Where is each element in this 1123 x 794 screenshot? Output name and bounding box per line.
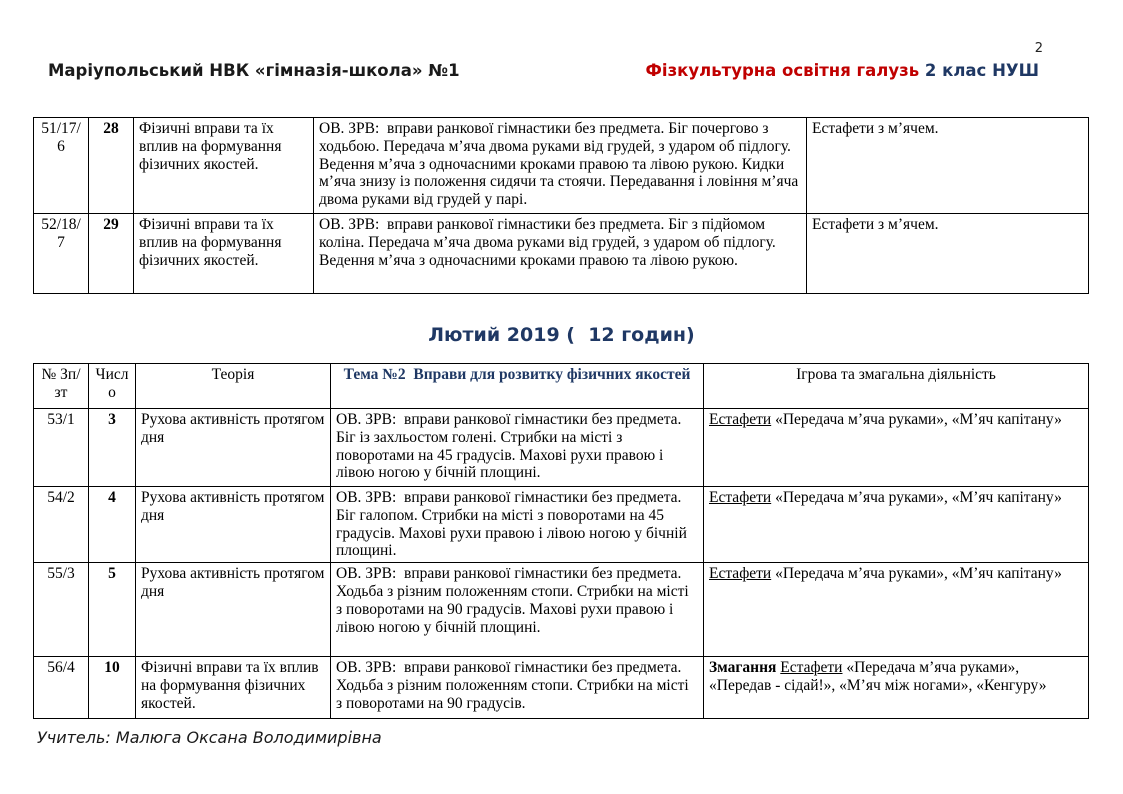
lesson-number-cell: 55/3	[34, 563, 89, 657]
table-row	[34, 563, 1089, 657]
content-cell: ОВ. ЗРВ: вправи ранкової гімнастики без предмета. Ходьба з різним положенням стопи. Стрибки на місті з поворотами на 90 градусів. Махові рухи правою і лівою ногою у бічній площині.	[331, 563, 704, 657]
page-number: 2	[1034, 41, 1043, 56]
games-relay-label: Естафети	[709, 411, 772, 428]
header-topic: Тема №2 Вправи для розвитку фізичних якостей	[331, 364, 704, 409]
date-cell: 4	[89, 487, 136, 563]
subject-label: Фізкультурна освітня галузь	[645, 61, 920, 80]
content-cell: ОВ. ЗРВ: вправи ранкової гімнастики без предмета. Біг із захльостом голені. Стрибки на місті з поворотами на 45 градусів. Махові рухи правою і лівою ногою у бічній площині.	[331, 409, 704, 487]
games-cell: Естафети з м’ячем.	[807, 214, 1089, 294]
content-cell: ОВ. ЗРВ: вправи ранкової гімнастики без предмета. Біг галопом. Стрибки на місті з поворотами на 45 градусів. Махові рухи правою і лівою ногою у бічній площині.	[331, 487, 704, 563]
content-cell: ОВ. ЗРВ: вправи ранкової гімнастики без предмета. Біг з підйомом коліна. Передача м’яча двома руками від грудей, з ударом об підлогу. Ведення м’яча з одночасними кроками правою та лівою рукою.	[314, 214, 807, 294]
date-cell: 29	[89, 214, 134, 294]
table-header-row	[34, 364, 1089, 409]
header-games: Ігрова та змагальна діяльність	[704, 364, 1089, 409]
games-relay-label: Естафети	[780, 659, 843, 677]
games-detail: «Передача м’яча руками», «М’яч капітану»	[771, 489, 1062, 506]
table-row	[34, 409, 1089, 487]
document-subject	[646, 61, 1039, 80]
games-cell	[704, 487, 1089, 563]
games-detail: «Передача м’яча руками», «М’яч капітану»	[771, 411, 1062, 428]
games-detail: «Передача м’яча руками», «М’яч капітану»	[771, 565, 1062, 583]
section-title: Лютий 2019 ( 12 годин)	[428, 324, 695, 346]
games-relay-label: Естафети	[709, 489, 772, 506]
lesson-table-february	[33, 363, 1089, 719]
header-lesson-number: № Зп/зт	[34, 364, 89, 409]
games-detail: «Передача м’яча руками», «Передав - сідай!», «М’яч між ногами», «Кенгуру»	[709, 659, 1047, 695]
teacher-signature: Учитель: Малюга Оксана Володимирівна	[37, 728, 382, 747]
lesson-table-january	[33, 117, 1089, 294]
theory-cell: Рухова активність протягом дня	[136, 563, 331, 657]
games-relay-label: Естафети	[709, 565, 772, 583]
lesson-number-cell: 54/2	[34, 487, 89, 563]
games-cell	[704, 409, 1089, 487]
grade-label: 2 клас НУШ	[919, 61, 1039, 80]
content-cell: ОВ. ЗРВ: вправи ранкової гімнастики без предмета. Ходьба з різним положенням стопи. Стрибки на місті з поворотами на 90 градусів.	[331, 657, 704, 719]
date-cell: 3	[89, 409, 136, 487]
date-cell: 5	[89, 563, 136, 657]
theory-cell: Рухова активність протягом дня	[136, 409, 331, 487]
theory-cell: Рухова активність протягом дня	[136, 487, 331, 563]
school-name: Маріупольський НВК «гімназія-школа» №1	[48, 61, 460, 80]
lesson-number-cell: 56/4	[34, 657, 89, 719]
theory-cell: Фізичні вправи та їх вплив на формування фізичних якостей.	[136, 657, 331, 719]
header-theory: Теорія	[136, 364, 331, 409]
date-cell: 28	[89, 118, 134, 214]
games-competition-label: Змагання	[709, 659, 781, 677]
table-row	[34, 657, 1089, 719]
table-row	[34, 214, 1089, 294]
games-cell: Естафети з м’ячем.	[807, 118, 1089, 214]
table-row	[34, 118, 1089, 214]
content-cell: ОВ. ЗРВ: вправи ранкової гімнастики без предмета. Біг почергово з ходьбою. Передача м’яча двома руками від грудей, з ударом об підлогу. Ведення м’яча з одночасними кроками правою та лівою рукою. Кидки м’яча знизу із положення сидячи та стоячи. Передавання і ловіння м’яча двома руками від грудей у парі.	[314, 118, 807, 214]
games-cell	[704, 657, 1089, 719]
header-date: Число	[89, 364, 136, 409]
lesson-number-cell: 53/1	[34, 409, 89, 487]
theory-cell: Фізичні вправи та їх вплив на формування фізичних якостей.	[134, 118, 314, 214]
theory-cell: Фізичні вправи та їх вплив на формування фізичних якостей.	[134, 214, 314, 294]
lesson-number-cell: 51/17/6	[34, 118, 89, 214]
date-cell: 10	[89, 657, 136, 719]
lesson-number-cell: 52/18/7	[34, 214, 89, 294]
games-cell	[704, 563, 1089, 657]
table-row	[34, 487, 1089, 563]
